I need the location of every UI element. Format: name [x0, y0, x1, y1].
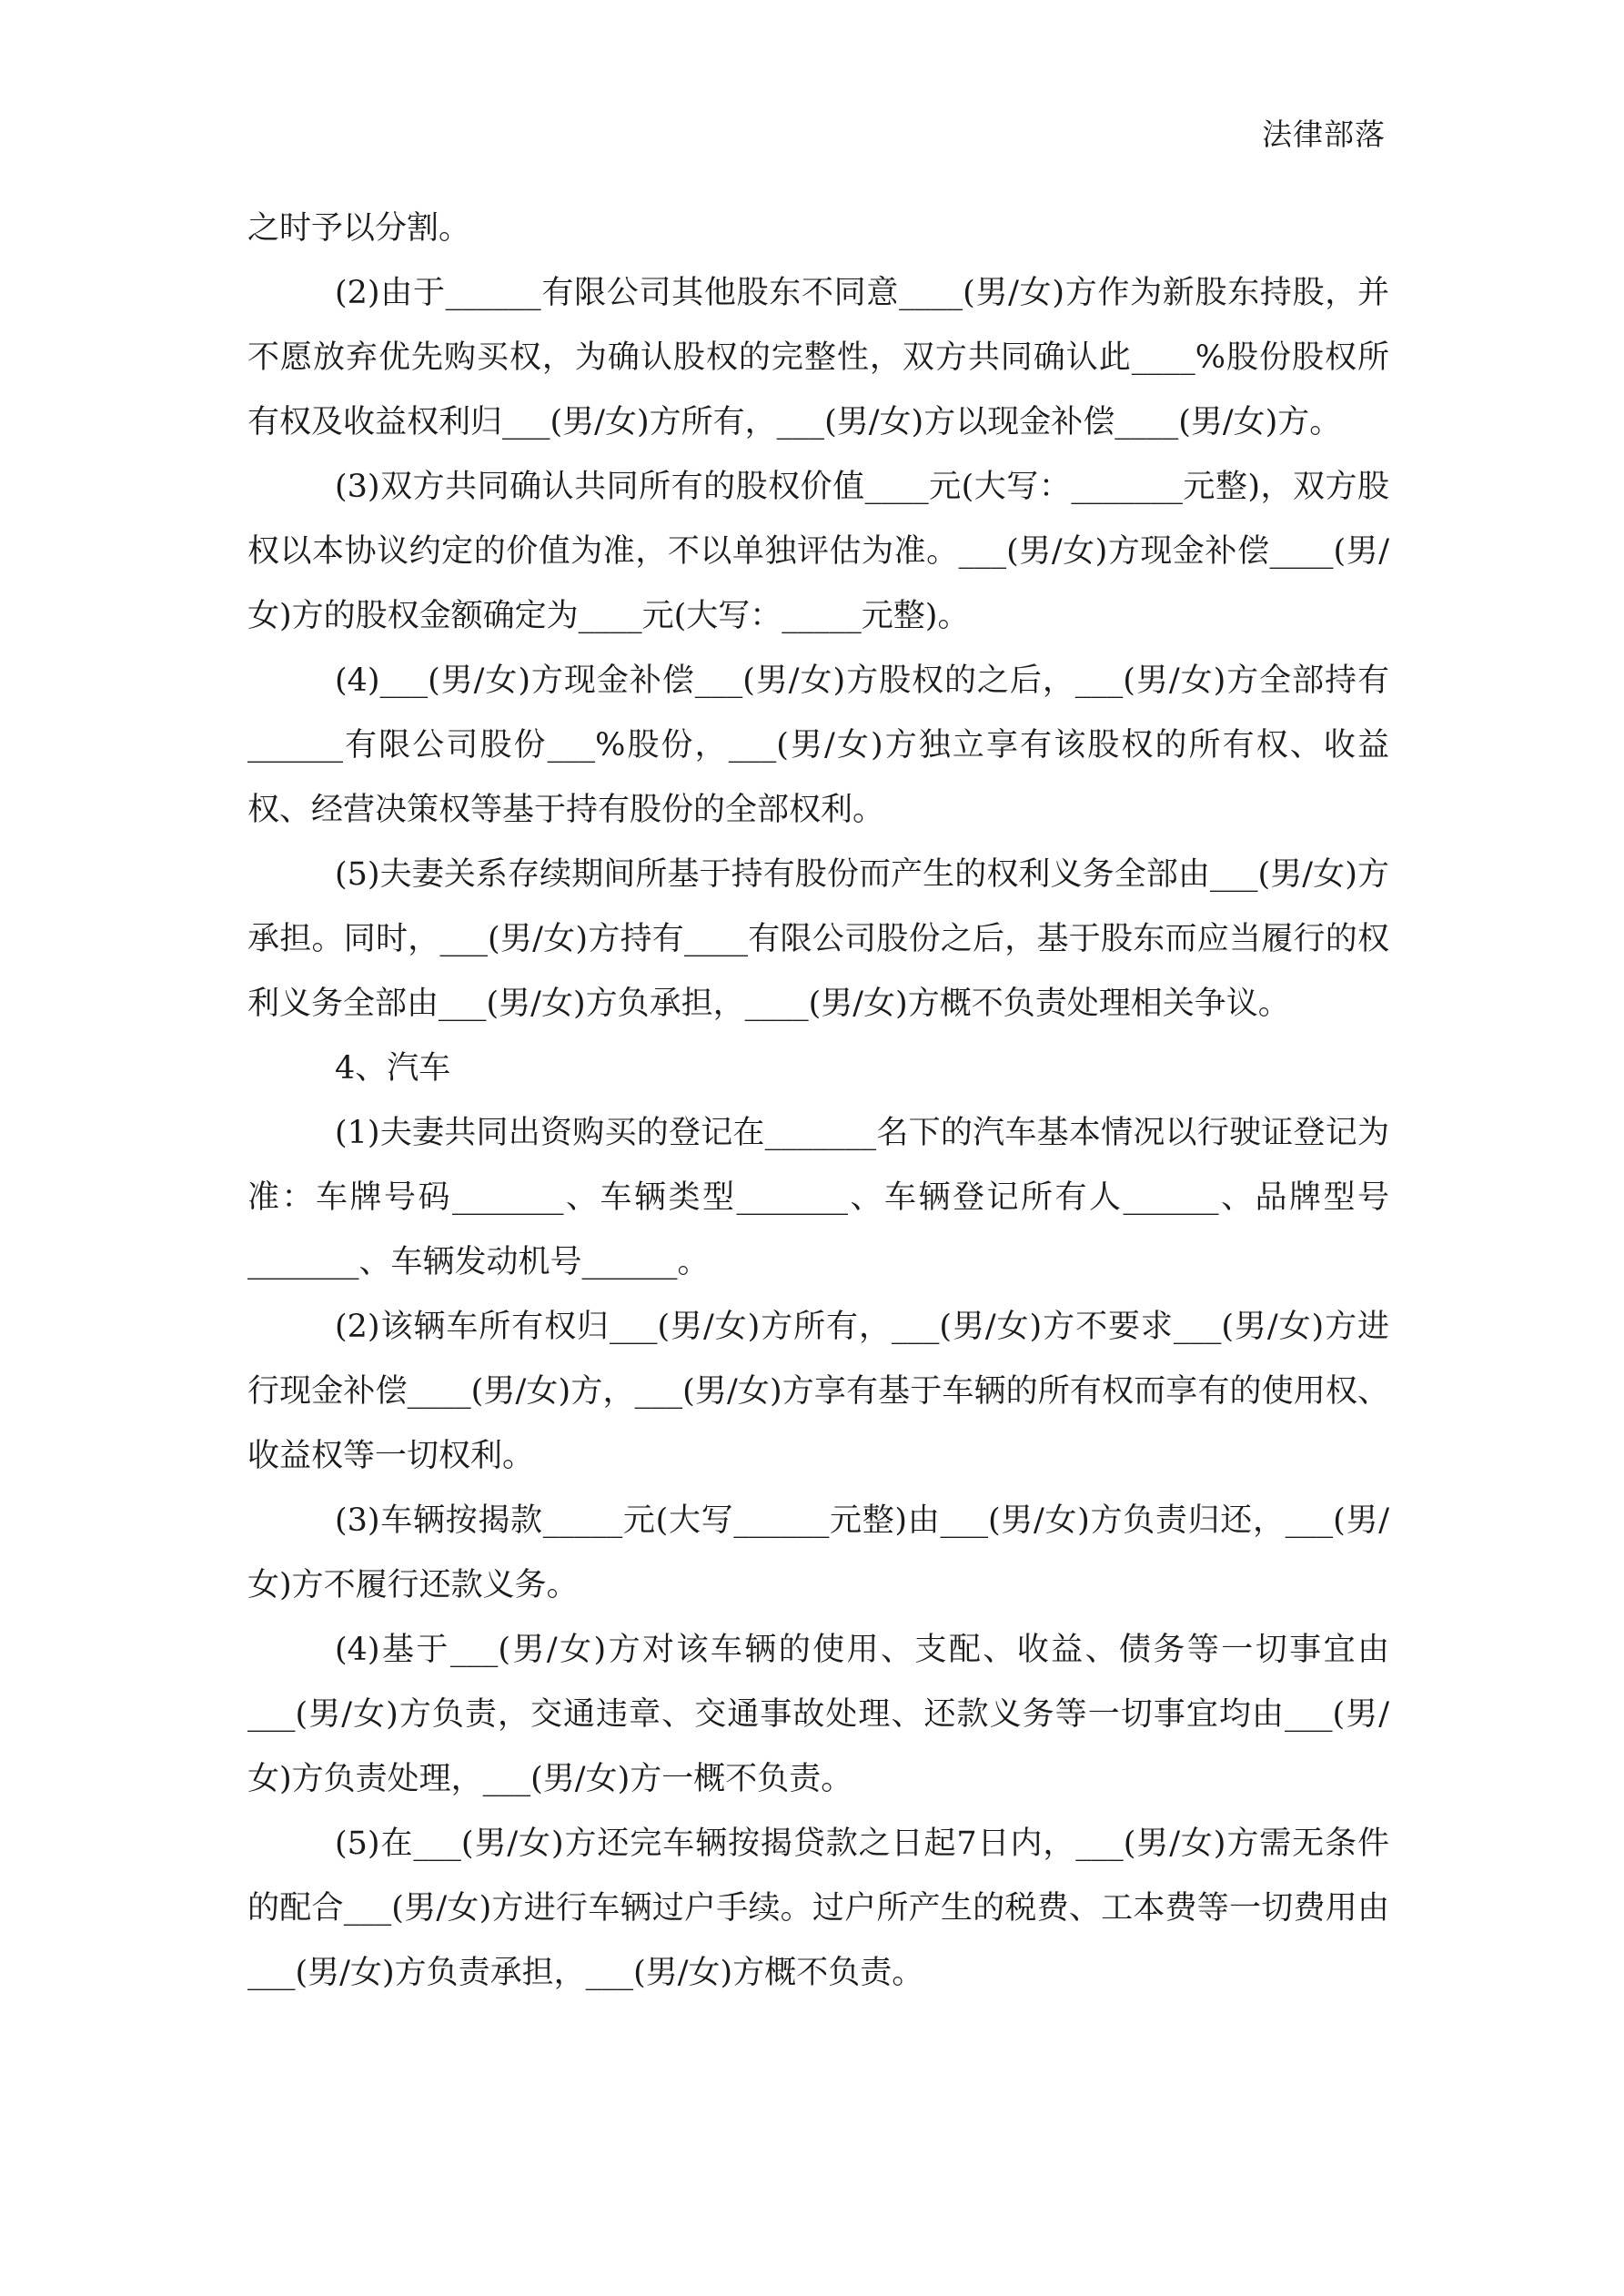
paragraph-equity-4: (4)___(男/女)方现金补偿___(男/女)方股权的之后，___(男/女)方全部持有______有限公司股份___%股份，___(男/女)方独立享有该股权的所有权、收益权、经营决策权等基于持有股份的全部权利。 — [247, 663, 1389, 828]
header-brand: 法律部落 — [1262, 116, 1386, 152]
paragraph-equity-3: (3)双方共同确认共同所有的股权价值____元(大写：_______元整)，双方股权以本协议约定的价值为准，不以单独评估为准。___(男/女)方现金补偿____(男/女)方的股权金额确定为____元(大写：_____元整)。 — [247, 469, 1389, 634]
paragraph-equity-2: (2)由于______有限公司其他股东不同意____(男/女)方作为新股东持股，并不愿放弃优先购买权，为确认股权的完整性，双方共同确认此____%股份股权所有权及收益权利归___(男/女)方所有，___(男/女)方以现金补偿____(男/女)方。 — [247, 275, 1389, 440]
paragraph-car-1: (1)夫妻共同出资购买的登记在_______名下的汽车基本情况以行驶证登记为准：车牌号码_______、车辆类型_______、车辆登记所有人______、品牌型号_______、车辆发动机号______。 — [247, 1115, 1389, 1280]
paragraph-equity-5: (5)夫妻关系存续期间所基于持有股份而产生的权利义务全部由___(男/女)方承担。同时，___(男/女)方持有____有限公司股份之后，基于股东而应当履行的权利义务全部由___(男/女)方负承担，____(男/女)方概不负责处理相关争议。 — [247, 856, 1389, 1022]
paragraph-continuation: 之时予以分割。 — [247, 210, 471, 247]
paragraph-car-3: (3)车辆按揭款_____元(大写______元整)由___(男/女)方负责归还，___(男/女)方不履行还款义务。 — [247, 1502, 1389, 1603]
paragraph-car-5: (5)在___(男/女)方还完车辆按揭贷款之日起7日内，___(男/女)方需无条件的配合___(男/女)方进行车辆过户手续。过户所产生的税费、工本费等一切费用由___(男/女)方负责承担，___(男/女)方概不负责。 — [247, 1826, 1389, 1991]
section-heading-car: 4、汽车 — [335, 1050, 451, 1087]
paragraph-car-2: (2)该辆车所有权归___(男/女)方所有，___(男/女)方不要求___(男/女)方进行现金补偿____(男/女)方，___(男/女)方享有基于车辆的所有权而享有的使用权、收益权等一切权利。 — [247, 1309, 1389, 1474]
paragraph-car-4: (4)基于___(男/女)方对该车辆的使用、支配、收益、债务等一切事宜由___(男/女)方负责，交通违章、交通事故处理、还款义务等一切事宜均由___(男/女)方负责处理，___(男/女)方一概不负责。 — [247, 1632, 1389, 1797]
document-body — [247, 197, 1389, 2006]
